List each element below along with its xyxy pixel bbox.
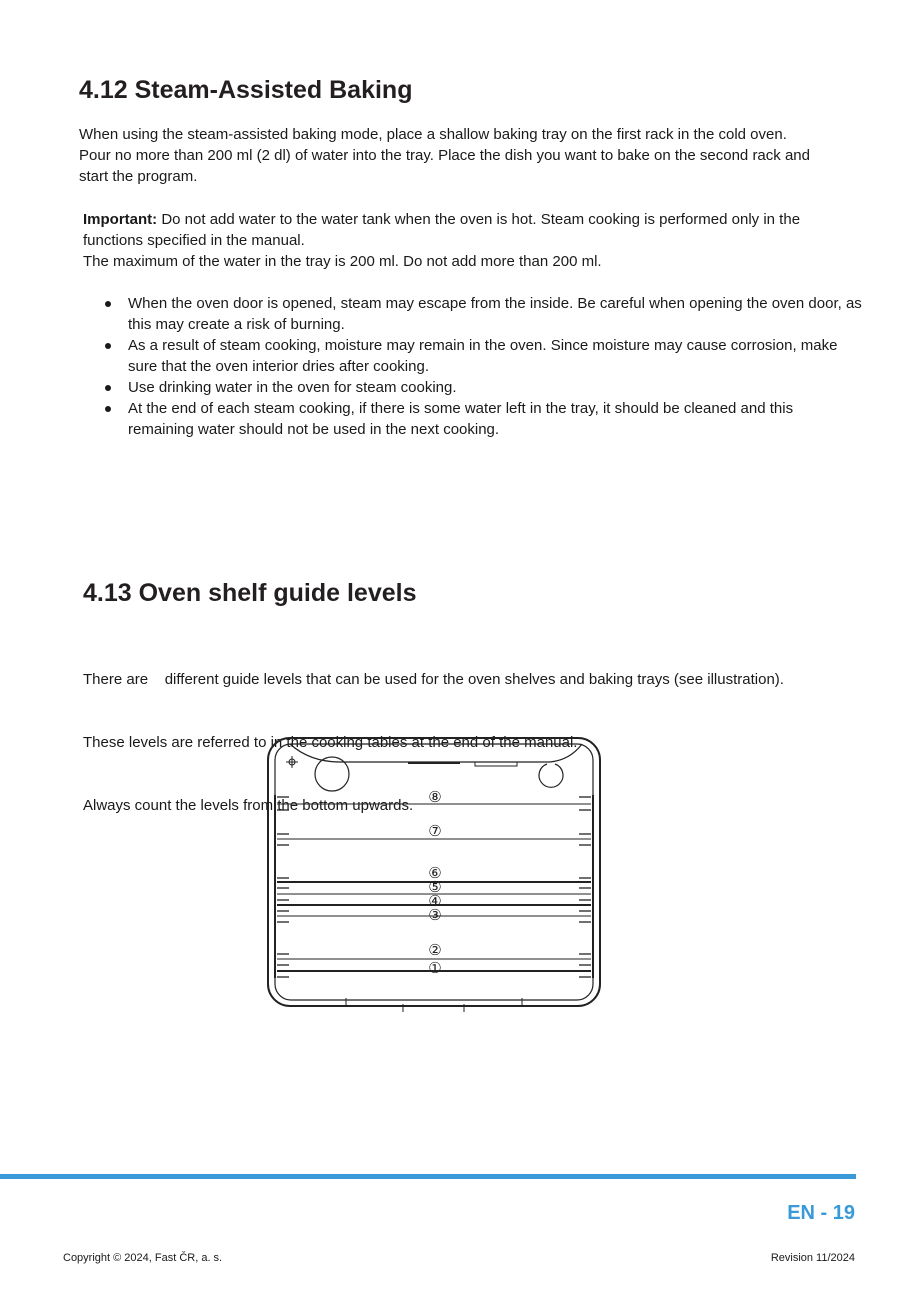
footer-accent-rule xyxy=(0,1174,856,1179)
section-heading-shelf-levels: 4.13 Oven shelf guide levels xyxy=(83,579,417,607)
steam-bullet-list xyxy=(83,293,863,440)
copyright-text: Copyright © 2024, Fast ČR, a. s. xyxy=(63,1252,223,1264)
max-water-note: The maximum of the water in the tray is 200 ml. Do not add more than 200 ml. xyxy=(83,253,602,270)
important-note xyxy=(83,209,863,251)
oven-shelf-diagram xyxy=(260,730,610,1020)
bullet-item: As a result of steam cooking, moisture may remain in the oven. Since moisture may cause corrosion, make sure that the oven interior dries after cooking. xyxy=(83,335,863,377)
crosshair-icon xyxy=(286,756,298,768)
text-line: Always count the levels from the bottom upwards. xyxy=(83,797,414,814)
page-number: EN - 19 xyxy=(787,1202,855,1224)
level-label: ⑥ xyxy=(428,864,442,882)
important-text: Do not add water to the water tank when the oven is hot. Steam cooking is performed only in the functions specified in the manual. xyxy=(83,211,801,249)
bullet-item: At the end of each steam cooking, if there is some water left in the tray, it should be cleaned and this remaining water should not be used in the next cooking. xyxy=(83,398,863,440)
level-label: ② xyxy=(428,941,442,959)
important-label: Important: xyxy=(83,211,158,228)
text-line: These levels are referred to in the cooking tables at the end of the manual. xyxy=(83,734,578,751)
text-line: There are different guide levels that can be used for the oven shelves and baking trays (see illustration). xyxy=(83,671,784,688)
steam-intro-paragraph: When using the steam-assisted baking mode, place a shallow baking tray on the first rack in the cold oven. Pour no more than 200 ml (2 dl) of water into the tray. Place the dish you want to bake on the second rack and start the program. xyxy=(79,126,810,185)
bullet-item: Use drinking water in the oven for steam cooking. xyxy=(83,377,863,398)
section-heading-steam-baking: 4.12 Steam-Assisted Baking xyxy=(79,76,413,104)
level-label: ⑦ xyxy=(428,822,442,840)
revision-text: Revision 11/2024 xyxy=(770,1252,855,1264)
bullet-item: When the oven door is opened, steam may escape from the inside. Be careful when opening the oven door, as this may create a risk of burning. xyxy=(83,293,863,335)
level-label: ⑤ xyxy=(428,878,442,896)
level-label: ① xyxy=(428,959,442,977)
level-label: ③ xyxy=(428,906,442,924)
level-label: ⑧ xyxy=(428,788,442,806)
level-label: ④ xyxy=(428,892,442,910)
